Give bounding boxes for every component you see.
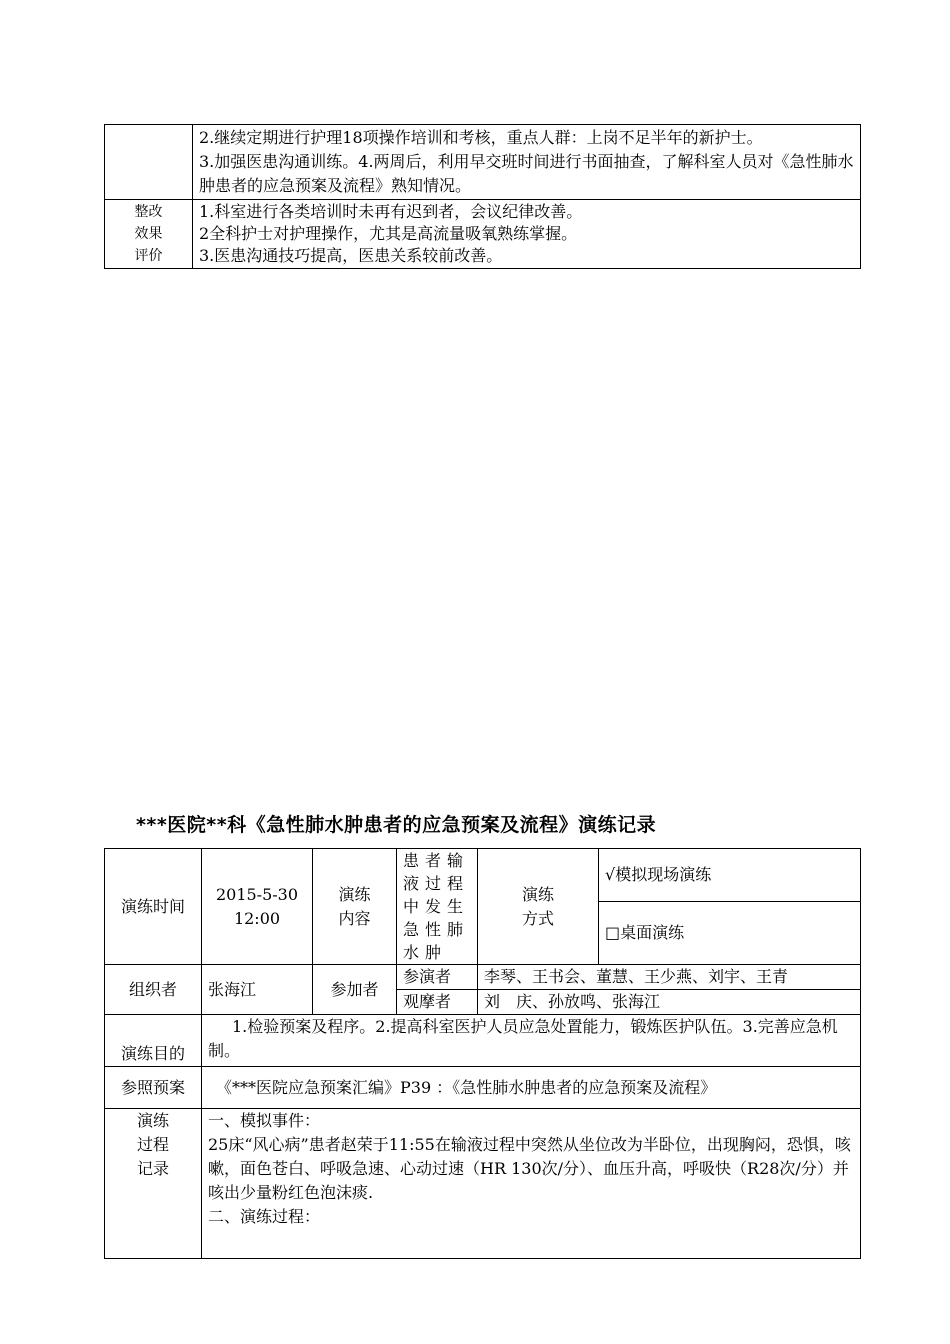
label-line: 效果: [134, 226, 163, 242]
improvement-table: [104, 124, 861, 269]
label-line: 演练: [522, 884, 555, 904]
evaluation-label: [105, 200, 193, 269]
evaluation-line: 2全科护士对护理操作，尤其是高流量吸氧熟练掌握。: [199, 224, 578, 243]
table-row: [105, 1067, 861, 1109]
table-row: [105, 1015, 861, 1067]
label-line: 评价: [134, 248, 163, 264]
process-label: [105, 1109, 202, 1259]
row-label: [105, 125, 193, 200]
purpose-label: 演练目的: [105, 1015, 202, 1067]
page-title: ***医院**科《急性肺水肿患者的应急预案及流程》演练记录: [136, 814, 657, 836]
organizer-label: 组织者: [105, 965, 202, 1015]
table-row: [105, 200, 861, 269]
participants-label: 参加者: [313, 965, 397, 1015]
drill-clock: 12:00: [233, 908, 281, 928]
evaluation-cell: [193, 200, 861, 269]
label-line: 记录: [136, 1159, 169, 1178]
observers-value: 刘 庆、孙放鸣、张海江: [478, 990, 861, 1015]
organizer-value: 张海江: [202, 965, 313, 1015]
drill-time-value: [202, 849, 313, 965]
mode-option-live: √模拟现场演练: [599, 849, 861, 902]
content-label: [313, 849, 397, 965]
evaluation-line: 3.医患沟通技巧提高，医患关系较前改善。: [199, 246, 503, 265]
evaluation-line: 1.科室进行各类培训时未再有迟到者，会议纪律改善。: [199, 202, 583, 221]
label-line: 过程: [136, 1135, 169, 1154]
reference-value: 《***医院应急预案汇编》P39 ：《急性肺水肿患者的应急预案及流程》: [202, 1067, 861, 1109]
table-row: [105, 125, 861, 200]
process-line: 25床“风心病”患者赵荣于11:55在输液过程中突然从坐位改为半卧位，出现胸闷，恐惧，咳嗽，面色苍白、呼吸急速、心动过速（HR 130次/分）、血压升高，呼吸快（R28次/分）并咳出少量粉红色泡沫痰.: [208, 1135, 851, 1202]
measure-line: 3.加强医患沟通训练。4.两周后，利用早交班时间进行书面抽查，了解科室人员对《急性肺水肿患者的应急预案及流程》熟知情况。: [199, 152, 854, 195]
drill-record-table: [104, 848, 861, 1259]
table-row: [105, 849, 861, 902]
performers-value: 李琴、王书会、董慧、王少燕、刘宇、王青: [478, 965, 861, 990]
mode-label: [478, 849, 599, 965]
process-cell: [202, 1109, 861, 1259]
table-row: [105, 1109, 861, 1259]
purpose-value: 1.检验预案及程序。2.提高科室医护人员应急处置能力，锻炼医护队伍。3.完善应急机制。: [202, 1015, 861, 1067]
mode-option-desktop: □桌面演练: [599, 902, 861, 965]
reference-label: 参照预案: [105, 1067, 202, 1109]
table-row: [105, 965, 861, 990]
label-line: 演练: [338, 884, 371, 904]
process-line: 一、模拟事件：: [208, 1111, 321, 1130]
process-line: 二、演练过程：: [208, 1207, 321, 1226]
performers-label: 参演者: [397, 965, 478, 990]
measure-line: 2.继续定期进行护理18项操作培训和考核，重点人群：上岗不足半年的新护士。: [199, 128, 763, 147]
label-line: 方式: [522, 908, 555, 928]
content-value: 患者输液过程中发生急性肺水肿: [397, 849, 478, 965]
label-line: 演练: [136, 1111, 169, 1130]
observers-label: 观摩者: [397, 990, 478, 1015]
label-line: 内容: [338, 908, 371, 928]
drill-time-label: 演练时间: [105, 849, 202, 965]
label-line: 整改: [134, 204, 163, 220]
drill-date: 2015-5-30: [215, 884, 299, 904]
measures-cell: [193, 125, 861, 200]
